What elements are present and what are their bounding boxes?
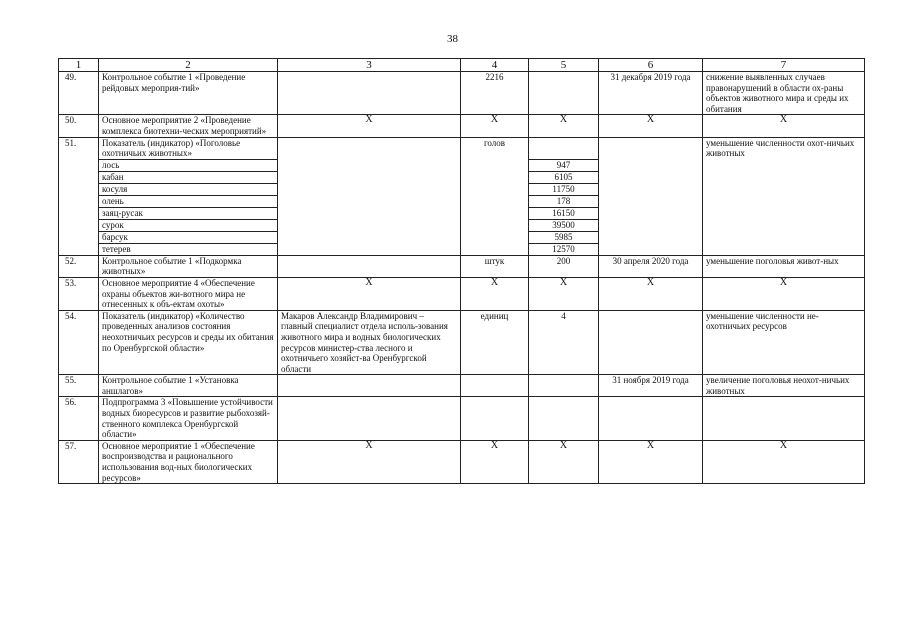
animal-name: лось (99, 159, 278, 171)
result-cell: уменьшение численности охот-ничьих животных (703, 137, 865, 255)
x-mark: X (703, 440, 865, 483)
unit-cell: голов (461, 137, 529, 255)
row-title: Показатель (индикатор) «Поголовье охотничьих животных» (99, 137, 278, 159)
page-number: 38 (447, 33, 458, 45)
responsible-cell (278, 137, 461, 255)
column-header: 5 (529, 59, 599, 72)
x-mark: X (599, 440, 703, 483)
result-cell: уменьшение поголовья живот-ных (703, 255, 865, 277)
responsible-cell (278, 397, 461, 440)
x-mark: X (703, 115, 865, 137)
x-mark: X (599, 115, 703, 137)
row-number: 51. (59, 137, 99, 255)
result-cell: снижение выявленных случаев правонарушений в области ох-раны объектов животного мира и среды их обитания (703, 72, 865, 115)
animal-count: 947 (529, 159, 599, 171)
x-mark: X (278, 440, 461, 483)
row-title: Показатель (индикатор) «Количество проведенных анализов состояния неохотничьих ресурсов и среды их обитания по Оренбургской области» (99, 310, 278, 375)
value-cell: 4 (529, 310, 599, 375)
x-mark: X (599, 277, 703, 310)
result-cell (703, 397, 865, 440)
row-number: 52. (59, 255, 99, 277)
column-header: 2 (99, 59, 278, 72)
row-number: 54. (59, 310, 99, 375)
animal-name: олень (99, 195, 278, 207)
unit-cell: единиц (461, 310, 529, 375)
column-number-row (59, 59, 865, 72)
table-row (59, 115, 865, 137)
result-cell: уменьшение численности не-охотничьих ресурсов (703, 310, 865, 375)
value-cell (529, 137, 599, 159)
row-number: 50. (59, 115, 99, 137)
animal-count: 16150 (529, 207, 599, 219)
unit-cell: штук (461, 255, 529, 277)
table-row (59, 277, 865, 310)
value-cell (529, 375, 599, 397)
date-cell (599, 137, 703, 255)
animal-count: 6105 (529, 171, 599, 183)
column-header: 6 (599, 59, 703, 72)
row-number: 57. (59, 440, 99, 483)
date-cell (599, 397, 703, 440)
animal-name: заяц-русак (99, 207, 278, 219)
result-cell: увеличение поголовья неохот-ничьих животных (703, 375, 865, 397)
row-title: Контрольное событие 1 «Установка аншлагов» (99, 375, 278, 397)
value-cell (529, 72, 599, 115)
table-row (59, 72, 865, 115)
program-table (58, 58, 865, 484)
unit-cell (461, 375, 529, 397)
x-mark: X (461, 277, 529, 310)
animal-name: барсук (99, 231, 278, 243)
value-cell: 200 (529, 255, 599, 277)
unit-cell: 2216 (461, 72, 529, 115)
value-cell (529, 397, 599, 440)
row-title: Основное мероприятие 1 «Обеспечение воспроизводства и рационального использования вод-ных биологических ресурсов» (99, 440, 278, 483)
animal-count: 11750 (529, 183, 599, 195)
column-header: 7 (703, 59, 865, 72)
responsible-cell (278, 72, 461, 115)
column-header: 4 (461, 59, 529, 72)
x-mark: X (461, 115, 529, 137)
responsible-cell (278, 375, 461, 397)
row-title: Подпрограмма 3 «Повышение устойчивости водных биоресурсов и развитие рыбохозяй-ственного комплекса Оренбургской области» (99, 397, 278, 440)
x-mark: X (278, 277, 461, 310)
x-mark: X (529, 440, 599, 483)
date-cell: 30 апреля 2020 года (599, 255, 703, 277)
date-cell: 31 декабря 2019 года (599, 72, 703, 115)
row-title: Основное мероприятие 4 «Обеспечение охраны объектов жи-вотного мира не отнесенных к объ-ектам охоты» (99, 277, 278, 310)
x-mark: X (529, 277, 599, 310)
unit-cell (461, 397, 529, 440)
table-row (59, 310, 865, 375)
table-row (59, 375, 865, 397)
x-mark: X (703, 277, 865, 310)
x-mark: X (529, 115, 599, 137)
responsible-cell: Макаров Александр Владимирович – главный специалист отдела исполь-зования животного мира и водных биологических ресурсов министер-ства лесного и охотничьего хозяйст-ва Оренбургской области (278, 310, 461, 375)
row-number: 55. (59, 375, 99, 397)
animal-name: косуля (99, 183, 278, 195)
row-number: 53. (59, 277, 99, 310)
animal-name: кабан (99, 171, 278, 183)
table-row (59, 255, 865, 277)
animal-count: 5985 (529, 231, 599, 243)
animal-count: 39500 (529, 219, 599, 231)
row-number: 49. (59, 72, 99, 115)
row-title: Контрольное событие 1 «Подкормка животных» (99, 255, 278, 277)
column-header: 1 (59, 59, 99, 72)
row-number: 56. (59, 397, 99, 440)
date-cell: 31 ноября 2019 года (599, 375, 703, 397)
animal-name: сурок (99, 219, 278, 231)
table-row (59, 440, 865, 483)
date-cell (599, 310, 703, 375)
animal-name: тетерев (99, 243, 278, 255)
table-row (59, 137, 865, 159)
row-title: Основное мероприятие 2 «Проведение комплекса биотехни-ческих мероприятий» (99, 115, 278, 137)
table-row (59, 397, 865, 440)
animal-count: 12570 (529, 243, 599, 255)
responsible-cell (278, 255, 461, 277)
column-header: 3 (278, 59, 461, 72)
row-title: Контрольное событие 1 «Проведение рейдовых мероприя-тий» (99, 72, 278, 115)
x-mark: X (461, 440, 529, 483)
x-mark: X (278, 115, 461, 137)
animal-count: 178 (529, 195, 599, 207)
